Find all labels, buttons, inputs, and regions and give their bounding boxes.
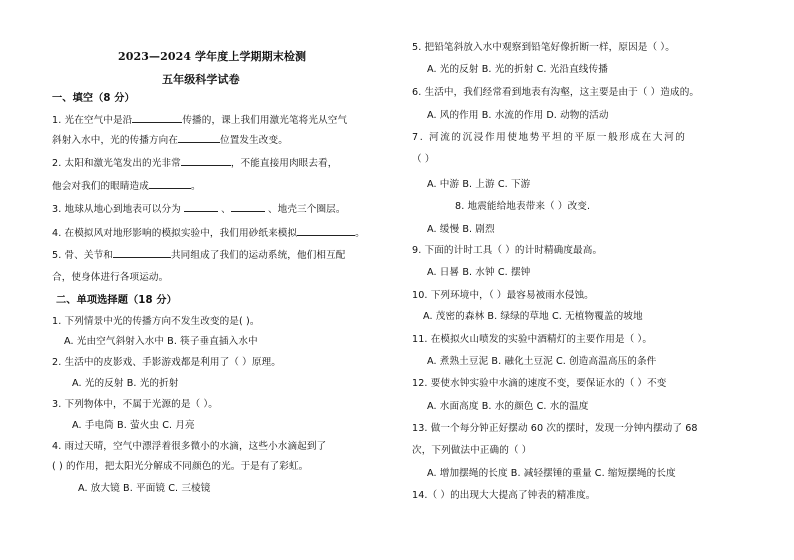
- choice-q7-line1: 7. 河流的沉浸作用使地势平坦的平原一般形成在大河的: [412, 132, 687, 143]
- choice-q8-options[interactable]: A. 缓慢 B. 剧烈: [427, 224, 495, 235]
- answer-blank[interactable]: [297, 226, 355, 236]
- choice-q9: 9. 下面的计时工具（ ）的计时精确度最高。: [412, 245, 603, 256]
- fill-q1-line1: 1. 光在空气中是沿 传播的，课上我们用激光笔将光从空气: [52, 115, 348, 126]
- choice-q14: 14.（ ）的出现大大提高了钟表的精准度。: [412, 490, 596, 501]
- choice-q4-options[interactable]: A. 放大镜 B. 平面镜 C. 三棱镜: [78, 483, 211, 494]
- choice-q8: 8. 地震能给地表带来（ ）改变.: [455, 201, 591, 212]
- fill-q5-line2: 合，使身体进行各项运动。: [52, 272, 169, 283]
- choice-q11-options[interactable]: A. 煮熟土豆泥 B. 融化土豆泥 C. 创造高温高压的条件: [427, 356, 657, 367]
- choice-q12-options[interactable]: A. 水面高度 B. 水的颜色 C. 水的温度: [427, 401, 589, 412]
- choice-q4-line2: ( ) 的作用，把太阳光分解成不同颜色的光。于是有了彩虹。: [52, 461, 309, 472]
- choice-q1: 1. 下列情景中光的传播方向不发生改变的是( )。: [52, 316, 260, 327]
- choice-q10: 10. 下列环境中，（ ）最容易被雨水侵蚀。: [412, 290, 594, 301]
- answer-blank[interactable]: [184, 202, 218, 212]
- choice-q13-line2: 次，下列做法中正确的（ ）: [412, 445, 532, 456]
- choice-q1-options[interactable]: A. 光由空气斜射入水中 B. 筷子垂直插入水中: [64, 336, 258, 347]
- fill-q2-line1: 2. 太阳和激光笔发出的光非常 ，不能直接用肉眼去看，: [52, 158, 338, 169]
- choice-q5-options[interactable]: A. 光的反射 B. 光的折射 C. 光沿直线传播: [427, 64, 608, 75]
- choice-q10-options[interactable]: A. 茂密的森林 B. 绿绿的草地 C. 无植物覆盖的坡地: [423, 311, 643, 322]
- exam-subtitle: 五年级科学试卷: [162, 73, 240, 86]
- choice-q6: 6. 生活中，我们经常看到地表有沟壑，这主要是由于（ ）造成的。: [412, 87, 700, 98]
- answer-blank[interactable]: [231, 202, 265, 212]
- section-fill-blank-title: 一、填空（8 分）: [52, 93, 135, 104]
- choice-q9-options[interactable]: A. 日晷 B. 水钟 C. 摆钟: [427, 267, 531, 278]
- choice-q7-line2: （ ）: [412, 154, 435, 165]
- choice-q12: 12. 要使水钟实验中水滴的速度不变，要保证水的（ ）不变: [412, 378, 667, 389]
- section-choice-title: 二、单项选择题（18 分）: [56, 295, 177, 306]
- choice-q5: 5. 把铅笔斜放入水中观察到铅笔好像折断一样，原因是（ ）。: [412, 42, 675, 53]
- fill-q5-line1: 5. 骨、关节和 共同组成了我们的运动系统，他们相互配: [52, 250, 346, 261]
- choice-q3-options[interactable]: A. 手电筒 B. 萤火虫 C. 月亮: [72, 420, 195, 431]
- choice-q2-options[interactable]: A. 光的反射 B. 光的折射: [72, 378, 179, 389]
- answer-blank[interactable]: [178, 133, 220, 143]
- answer-blank[interactable]: [132, 113, 182, 123]
- choice-q3: 3. 下列物体中，不属于光源的是（ ）。: [52, 399, 218, 410]
- choice-q13-options[interactable]: A. 增加摆绳的长度 B. 减轻摆锤的重量 C. 缩短摆绳的长度: [427, 468, 676, 479]
- choice-q13-line1: 13. 做一个每分钟正好摆动 60 次的摆时，发现一分钟内摆动了 68: [412, 423, 698, 434]
- answer-blank[interactable]: [149, 179, 191, 189]
- choice-q11: 11. 在模拟火山喷发的实验中酒精灯的主要作用是（ ）。: [412, 334, 653, 345]
- fill-q3: 3. 地球从地心到地表可以分为 、 、地壳三个圈层。: [52, 204, 346, 215]
- choice-q7-options[interactable]: A. 中游 B. 上游 C. 下游: [427, 179, 531, 190]
- choice-q2: 2. 生活中的皮影戏、手影游戏都是利用了（ ）原理。: [52, 357, 281, 368]
- choice-q6-options[interactable]: A. 风的作用 B. 水流的作用 D. 动物的活动: [427, 110, 609, 121]
- answer-blank[interactable]: [181, 156, 231, 166]
- fill-q4: 4. 在模拟风对地形影响的模拟实验中，我们用砂纸来模拟 。: [52, 228, 365, 239]
- exam-title: 2023—2024 学年度上学期期末检测: [118, 50, 307, 63]
- choice-q4-line1: 4. 雨过天晴，空气中漂浮着很多微小的水滴，这些小水滴起到了: [52, 441, 327, 452]
- fill-q2-line2: 他会对我们的眼睛造成 。: [52, 181, 201, 192]
- answer-blank[interactable]: [113, 248, 171, 258]
- fill-q1-line2: 斜射入水中，光的传播方向在 位置发生改变。: [52, 135, 288, 146]
